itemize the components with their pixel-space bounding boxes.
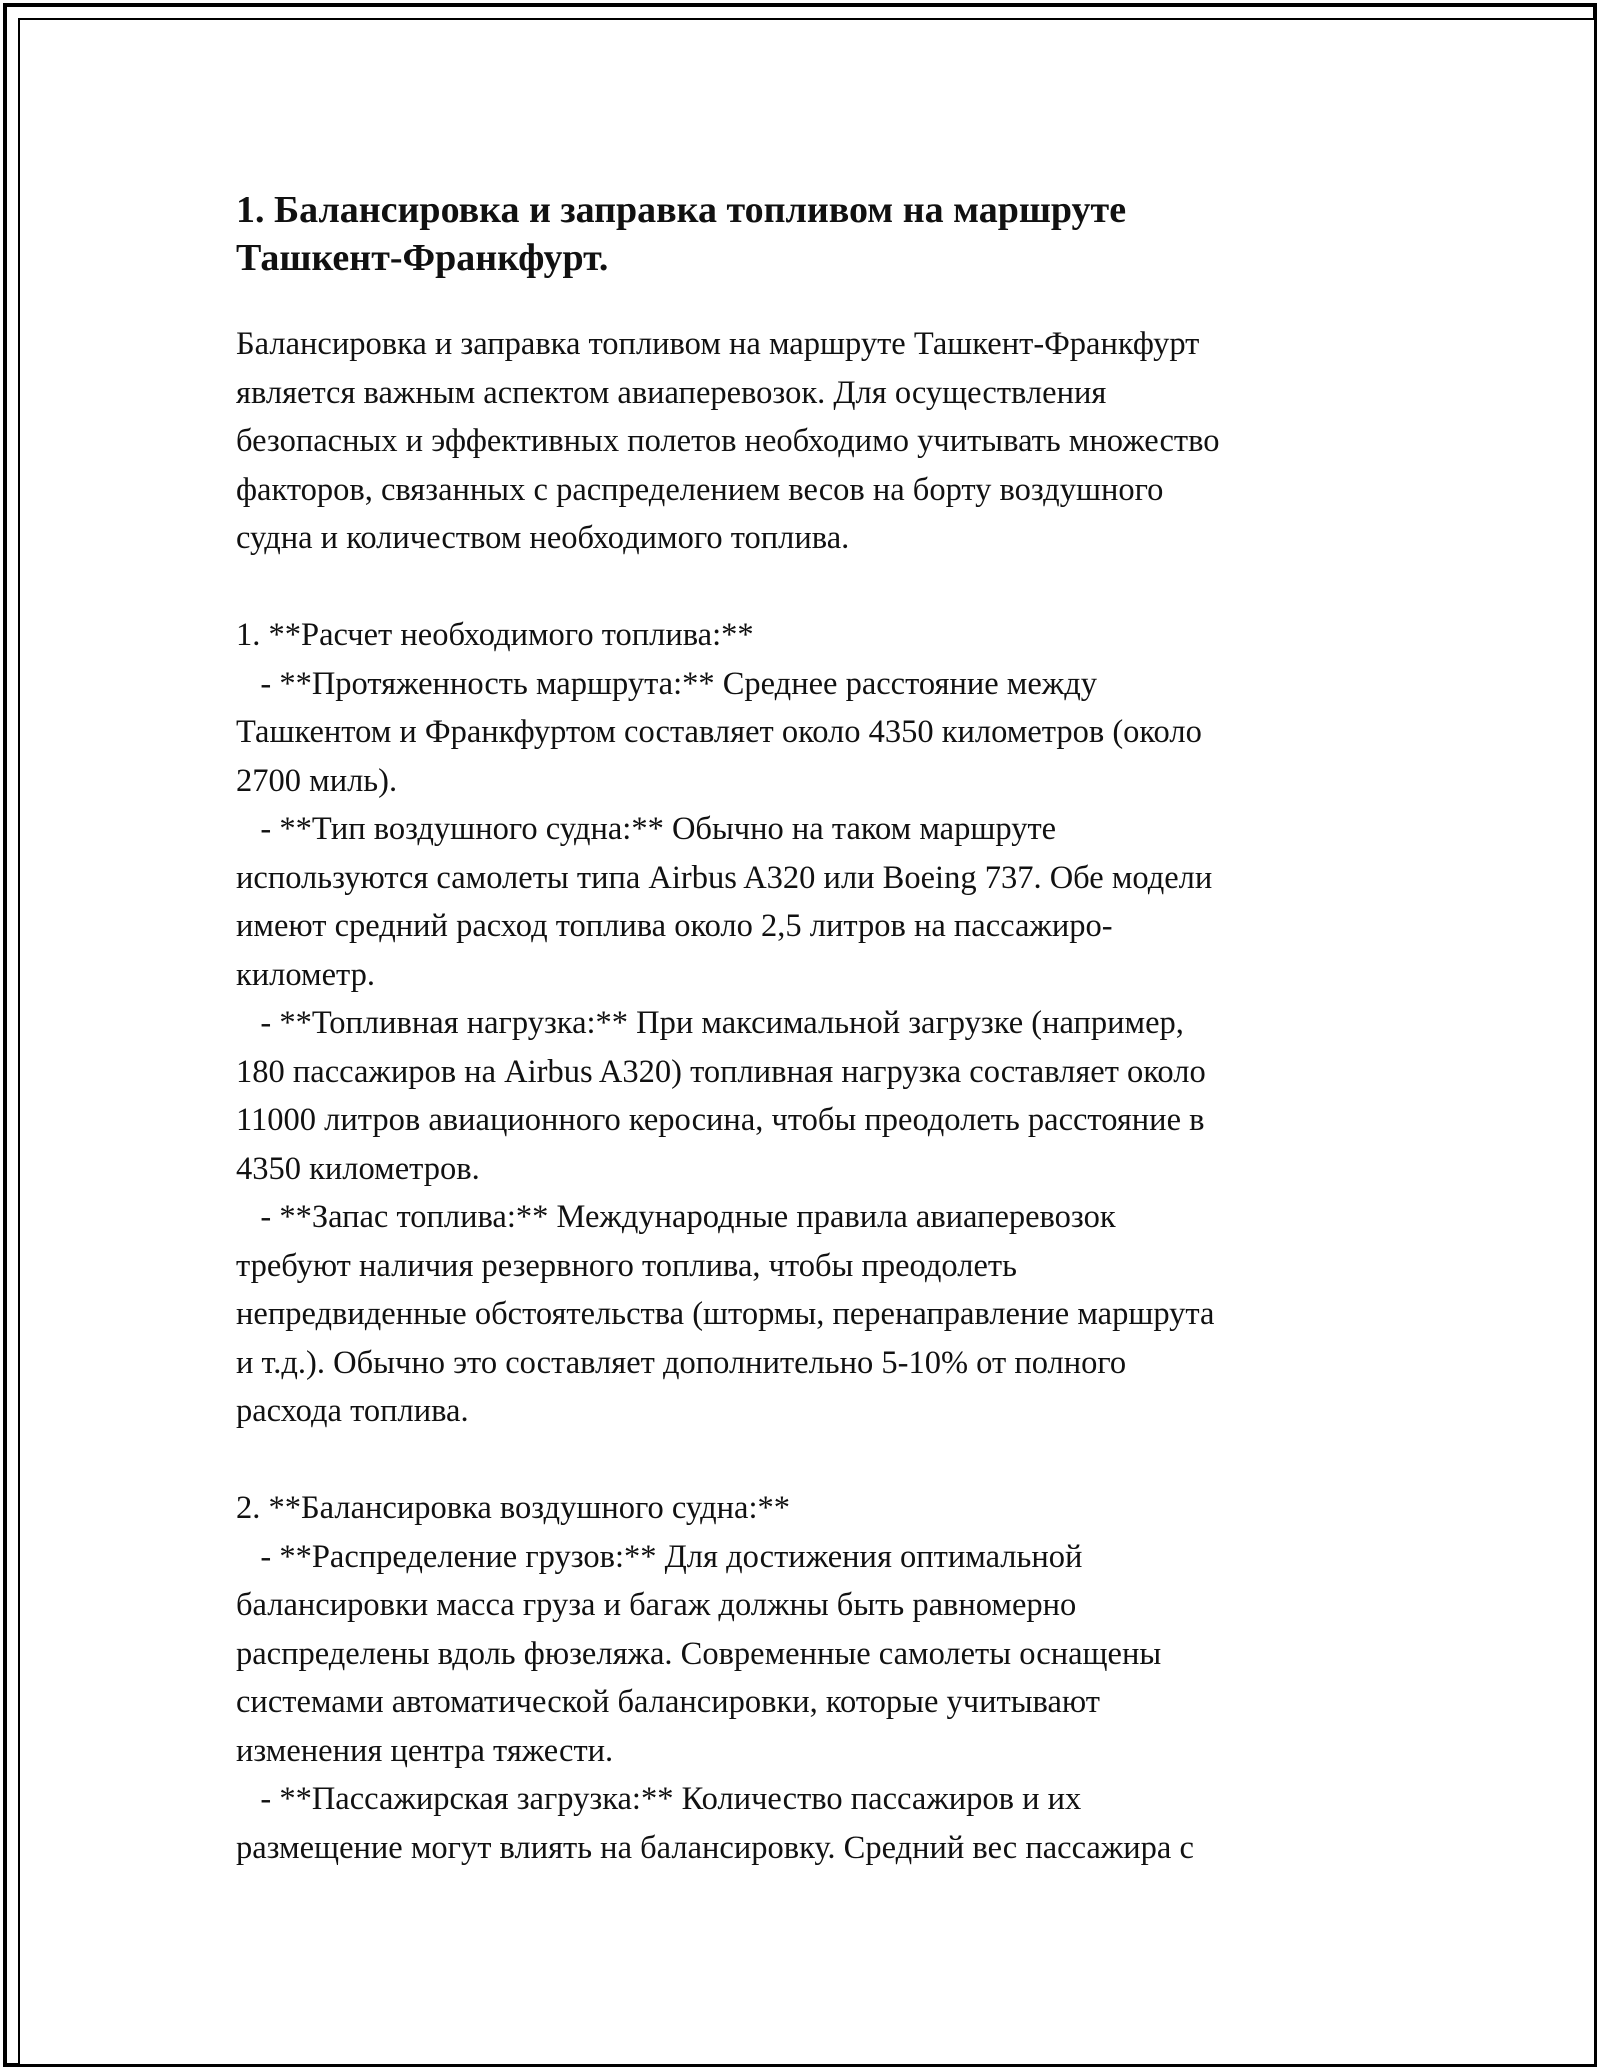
document-title: 1. Балансировка и заправка топливом на маршруте Ташкент-Франкфурт. [236,189,1127,279]
document-page [236,186,1366,1872]
document-body: Балансировка и заправка топливом на маршруте Ташкент-Франкфурт является важным аспектом авиаперевозок. Для осуществления безопасных и эффективных полетов необходимо учитывать множество факторов, связанных с распределением весов на борту воздушного судна и количеством необходимого топлива. 1. **Расчет необходимого топлива:** - **Протяженность маршрута:** Среднее расстояние между Ташкентом и Франкфуртом составляет около 4350 километров (около 2700 миль). - **Тип воздушного судна:** Обычно на таком маршруте используются самолеты типа Airbus A320 или Boeing 737. Обе модели имеют средний расход топлива около 2,5 литров на пассажиро- километр. - **Топливная нагрузка:** При максимальной загрузке (например, 180 пассажиров на Airbus A320) топливная нагрузка составляет около 11000 литров авиационного керосина, чтобы преодолеть расстояние в 4350 километров. - **Запас топлива:** Международные правила авиаперевозок требуют наличия резервного топлива, чтобы преодолеть непредвиденные обстоятельства (штормы, перенаправление маршрута и т.д.). Обычно это составляет дополнительно 5-10% от полного расхода топлива. 2. **Балансировка воздушного судна:** - **Распределение грузов:** Для достижения оптимальной балансировки масса груза и багаж должны быть равномерно распределены вдоль фюзеляжа. Современные самолеты оснащены системами автоматической балансировки, которые учитывают изменения центра тяжести. - **Пассажирская загрузка:** Количество пассажиров и их размещение могут влиять на балансировку. Средний вес пассажира с [236,326,1220,1866]
